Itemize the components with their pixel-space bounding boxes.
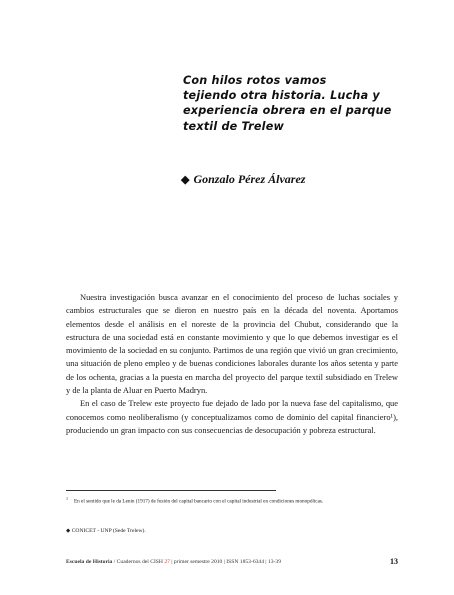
journal-meta: | primer semestre 2010 | ISSN 1853-6344 | 13-39	[169, 559, 281, 565]
journal-citation	[66, 559, 281, 565]
page-footer	[66, 557, 398, 569]
title-line: textil de Trelew	[183, 119, 285, 133]
footnote-divider	[66, 490, 276, 491]
journal-series: / Cuadernos del CISH	[112, 559, 165, 565]
issue-number: 27	[164, 559, 170, 565]
author-byline	[181, 172, 411, 187]
author-affiliation: ◆ CONICET - UNP (Sede Trelew).	[66, 528, 146, 534]
footnote-marker: 1	[66, 496, 68, 501]
body-paragraph: Nuestra investigación busca avanzar en el conocimiento del proceso de luchas sociales y cambios estructurales que se dieron en nuestro país en la década del noventa. Aportamos elementos desde el análisis en el noreste de la provincia del Chubut, considerando que la estructura de una sociedad está en constante movimiento y que lo que debemos investigar es el movimiento de la sociedad en su conjunto. Partimos de una región que vivió un gran crecimiento, una situación de pleno empleo y de buenas condiciones laborales durante los años setenta y parte de los ochenta, gracias a la puesta en marcha del proyecto del parque textil subsidiado en Trelew y de la planta de Aluar en Puerto Madryn.	[66, 292, 398, 396]
author-name: Gonzalo Pérez Álvarez	[193, 172, 306, 186]
page-number: 13	[390, 557, 398, 566]
title-line: tejiendo otra historia. Lucha y	[183, 89, 380, 103]
body-paragraph: En el caso de Trelew este proyecto fue dejado de lado por la nueva fase del capitalismo, que conocemos como neoliberalismo (y conceptualizamos como de dominio del capital financiero¹), produciendo un gran impacto con sus consecuencias de desocupación y pobreza estructural.	[66, 398, 398, 435]
title-line: experiencia obrera en el parque	[183, 104, 392, 118]
footnote-text: En el sentido que le da Lenin (1917) de fusión del capital bancario con el capital industrial en condiciones monopólicas.	[74, 498, 324, 505]
journal-name: Escuela de Historia	[66, 559, 113, 565]
title-line: Con hilos rotos vamos	[183, 74, 327, 87]
article-body	[66, 291, 398, 437]
footnote	[66, 494, 398, 507]
article-title	[183, 73, 413, 134]
diamond-icon: ◆	[181, 174, 190, 186]
